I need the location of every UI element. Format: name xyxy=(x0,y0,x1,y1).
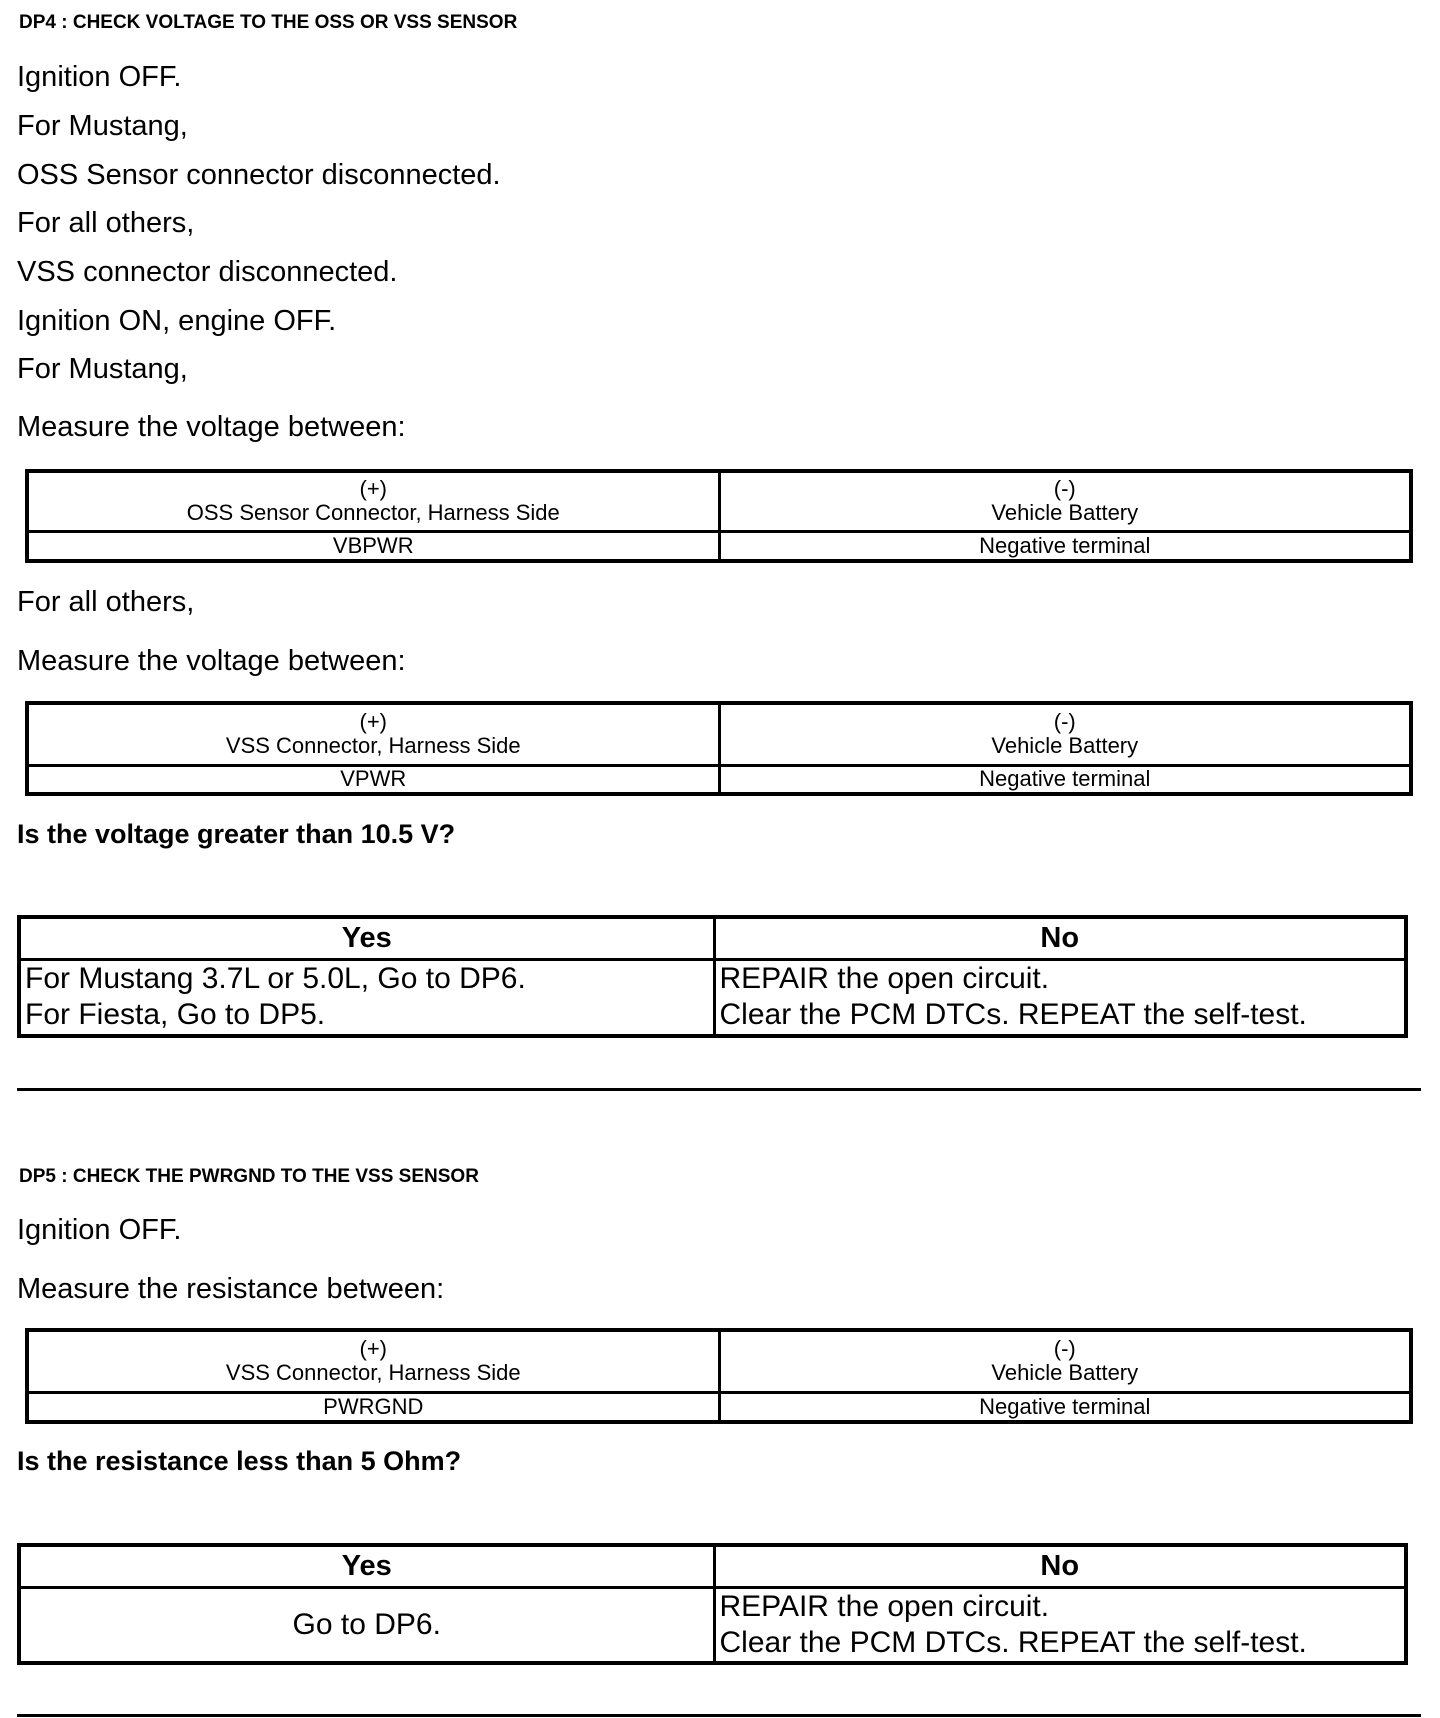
step-line: For Mustang, xyxy=(17,110,188,142)
step-line: Measure the resistance between: xyxy=(17,1273,445,1305)
no-action: REPAIR the open circuit. Clear the PCM DTCs. REPEAT the self-test. xyxy=(714,959,1406,1036)
negative-value: Negative terminal xyxy=(719,765,1411,794)
negative-header: (-) Vehicle Battery xyxy=(719,703,1411,765)
positive-header: (+) VSS Connector, Harness Side xyxy=(27,1330,719,1392)
positive-header: (+) OSS Sensor Connector, Harness Side xyxy=(27,471,719,531)
negative-value: Negative terminal xyxy=(719,1392,1411,1422)
no-header: No xyxy=(714,1545,1406,1587)
dp5-question: Is the resistance less than 5 Ohm? xyxy=(17,1446,462,1476)
step-line: VSS connector disconnected. xyxy=(17,256,398,288)
dp4-result-table xyxy=(17,915,1408,1038)
yes-action: For Mustang 3.7L or 5.0L, Go to DP6. For Fiesta, Go to DP5. xyxy=(19,959,714,1036)
dp5-result-table xyxy=(17,1543,1408,1665)
step-line: For Mustang, xyxy=(17,353,188,385)
section-divider xyxy=(17,1088,1421,1091)
dp4-question: Is the voltage greater than 10.5 V? xyxy=(17,819,456,849)
no-action: REPAIR the open circuit. Clear the PCM DTCs. REPEAT the self-test. xyxy=(714,1587,1406,1663)
step-line: OSS Sensor connector disconnected. xyxy=(17,159,501,191)
measurement-table-oss xyxy=(25,469,1413,563)
step-line: Measure the voltage between: xyxy=(17,645,406,677)
yes-header: Yes xyxy=(19,1545,714,1587)
positive-value: VBPWR xyxy=(27,531,719,561)
step-line: For all others, xyxy=(17,586,195,618)
positive-header: (+) VSS Connector, Harness Side xyxy=(27,703,719,765)
dp5-title: DP5 : CHECK THE PWRGND TO THE VSS SENSOR xyxy=(19,1166,479,1187)
measurement-table-vss xyxy=(25,701,1413,796)
yes-header: Yes xyxy=(19,917,714,959)
step-line: Ignition OFF. xyxy=(17,1214,182,1246)
negative-header: (-) Vehicle Battery xyxy=(719,471,1411,531)
step-line: For all others, xyxy=(17,207,195,239)
negative-value: Negative terminal xyxy=(719,531,1411,561)
step-line: Ignition OFF. xyxy=(17,61,182,93)
positive-value: PWRGND xyxy=(27,1392,719,1422)
step-line: Measure the voltage between: xyxy=(17,411,406,443)
measurement-table-pwrgnd xyxy=(25,1328,1413,1424)
negative-header: (-) Vehicle Battery xyxy=(719,1330,1411,1392)
section-divider xyxy=(17,1714,1421,1717)
positive-value: VPWR xyxy=(27,765,719,794)
yes-action: Go to DP6. xyxy=(19,1587,714,1663)
dp4-title: DP4 : CHECK VOLTAGE TO THE OSS OR VSS SENSOR xyxy=(19,12,518,33)
step-line: Ignition ON, engine OFF. xyxy=(17,305,337,337)
no-header: No xyxy=(714,917,1406,959)
